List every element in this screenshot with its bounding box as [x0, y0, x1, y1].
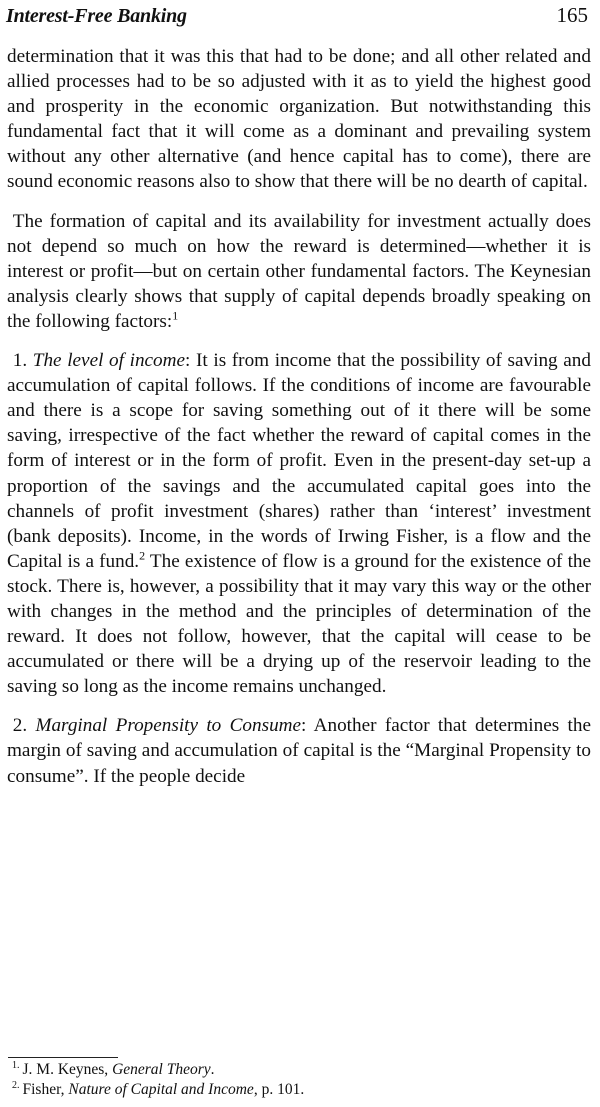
- footnote-ref-2: 2: [139, 548, 146, 563]
- body-text: [7, 44, 591, 803]
- paragraph-text: The formation of capital and its availability for investment actually does not depend so much on how the reward is determined—whether it is interest or profit—but on certain other fundamental factors. The Keynesian analysis clearly shows that supply of capital depends broadly speaking on the following factors:: [7, 210, 591, 332]
- footnote-mark: 1.: [12, 1059, 20, 1071]
- footnote-ref-1: 1: [172, 308, 179, 323]
- item-heading: The level of income: [32, 350, 186, 372]
- footnote-divider: [8, 1057, 118, 1058]
- page-number: 165: [556, 3, 588, 27]
- footnote-mark: 2.: [12, 1079, 20, 1091]
- footnote-1: [12, 1060, 590, 1080]
- paragraph-level-of-income: [7, 348, 591, 699]
- footnote-work: General Theory: [112, 1061, 211, 1078]
- running-head: [6, 3, 590, 31]
- footnote-tail: .: [210, 1061, 215, 1078]
- paragraph-capital-formation: [7, 209, 591, 334]
- paragraph-continuation: [7, 44, 591, 195]
- paragraph-marginal-propensity: [7, 713, 591, 788]
- item-number: 2.: [12, 715, 28, 737]
- paragraph-text-continued: The existence of flow is a ground for the existence of the stock. There is, however, a possibility that it may vary this way or the other with changes in the method and the principles of determination of the reward. It does not follow, however, that the capital will cease to be accumulated or there will be a drying up of the reservoir leading to the saving so long as the income remains unchanged.: [7, 550, 592, 698]
- paragraph-text: : Another factor that determines the margin of saving and accumulation of capital is the “Marginal Propensity to consume”. If the people decide: [7, 715, 591, 787]
- running-title: Interest-Free Banking: [6, 5, 187, 27]
- paragraph-text: : It is from income that the possibility of saving and accumulation of capital follows. If the conditions of income are favourable and there is a scope for saving something out of it there will be some saving, irrespective of the fact whether the reward of capital comes in the form of interest or in the form of profit. Even in the present-day set-up a proportion of the savings and the accumulated capital goes into the channels of profit investment (shares) rather than ‘interest’ investment (bank deposits). Income, in the words of Irwing Fisher, is a flow and the Capital is a fund.: [7, 350, 591, 572]
- item-heading: Marginal Propensity to Consume: [35, 715, 302, 737]
- footnote-author: Fisher,: [22, 1081, 69, 1098]
- footnote-author: J. M. Keynes,: [22, 1061, 113, 1078]
- item-number: 1.: [12, 350, 28, 372]
- footnote-tail: , p. 101.: [253, 1081, 305, 1098]
- paragraph-text: determination that it was this that had to be done; and all other related and allied processes had to be so adjusted with it as to yield the highest good and prosperity in the economic organization. But notwithstanding this fundamental fact that it will come as a dominant and prevailing system without any other alternative (and hence capital has to come), there are sound economic reasons also to show that there will be no dearth of capital.: [7, 46, 591, 193]
- footnotes: [12, 1060, 590, 1100]
- footnote-2: [12, 1080, 590, 1100]
- footnote-work: Nature of Capital and Income: [68, 1081, 254, 1098]
